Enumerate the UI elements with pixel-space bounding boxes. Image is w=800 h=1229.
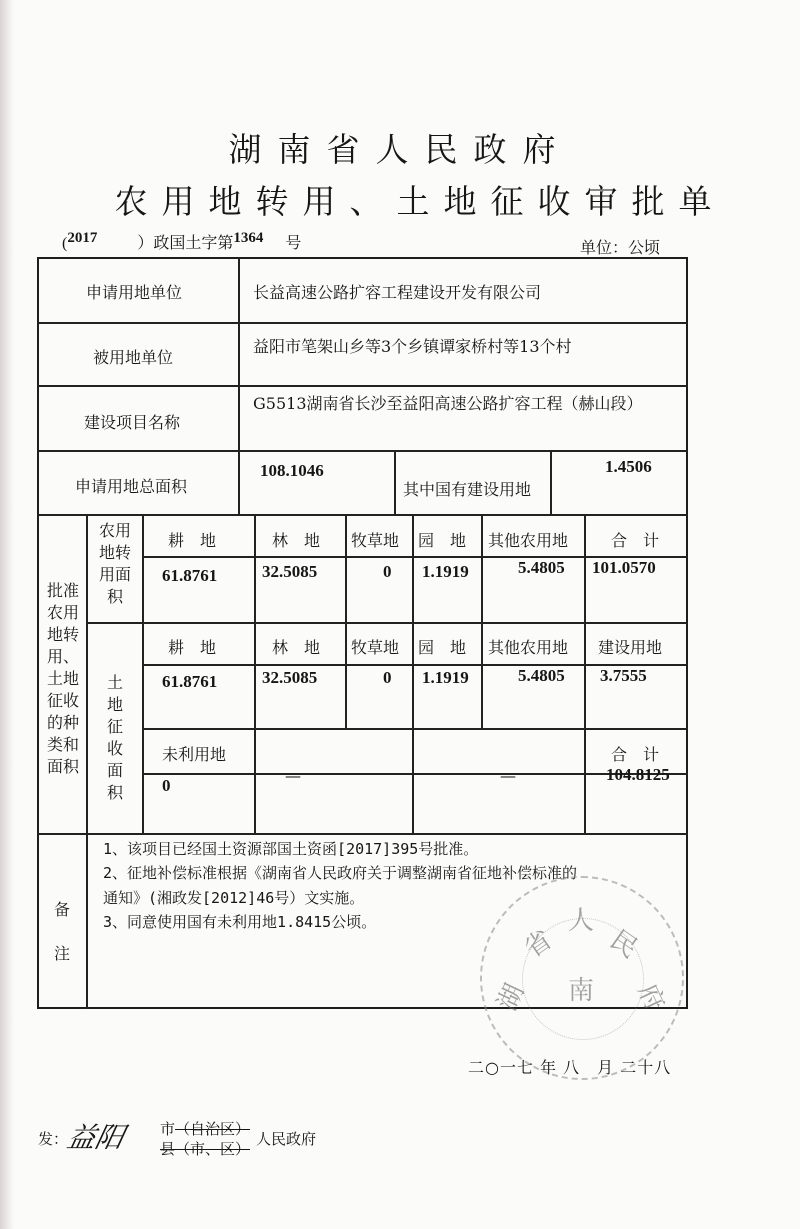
row-divider [37,514,688,516]
land-owner-value: 益阳市笔架山乡等3个乡镇谭家桥村等13个村 [253,337,572,356]
col-divider [142,514,144,833]
exp-value-garden: 1.1919 [422,668,469,687]
handwritten-signature: 益阳 [64,1121,128,1154]
struck-autonomous-region: （自治区） [175,1120,251,1138]
exp-total-label: 合 计 [611,745,660,764]
remark-line-3: 通知》(湘政发[2012]46号）文实施。 [103,889,365,907]
col-divider [394,450,396,514]
seal-char: 省 [519,924,558,965]
remark-line-2: 2、征地补偿标准根据《湖南省人民政府关于调整湖南省征地补偿标准的 [103,864,578,882]
exp-value-cultivated: 61.8761 [162,672,218,691]
row-divider [37,385,688,387]
document-number [62,230,301,253]
remark-line-4: 3、同意使用国有未利用地1.8415公顷。 [103,913,377,931]
conv-value-cultivated: 61.8761 [162,566,218,585]
unused-land-label: 未利用地 [162,745,227,764]
state-land-value: 1.4506 [605,457,652,476]
city-label: 市 [160,1120,176,1138]
conv-header-total: 合 计 [611,531,660,550]
col-divider [254,728,256,833]
col-divider [86,514,88,833]
doc-prefix: ）政国土字第 [137,235,234,252]
total-area-label: 申请用地总面积 [75,477,188,496]
official-seal [480,876,684,1080]
row-divider [37,450,688,452]
row-divider [142,728,688,730]
exp-total-value: 104.8125 [606,765,670,784]
exp-value-construction: 3.7555 [600,666,647,685]
col-divider [584,514,586,833]
col-divider [481,514,483,728]
document-title-issuer: 湖南省人民政府 [228,130,572,169]
conv-header-cultivated: 耕 地 [168,531,217,550]
exp-header-garden: 园 地 [418,638,467,657]
recipient-line-2 [160,1138,250,1159]
seal-char: 南 [568,976,595,1006]
exp-header-forest: 林 地 [272,638,321,657]
approval-category-label: 批准 农用 地转 用、 土地 征收 的种 类和 面积 [46,581,79,776]
conv-value-total: 101.0570 [592,558,656,577]
total-area-value: 108.1046 [260,461,324,480]
applicant-value: 长益高速公路扩容工程建设开发有限公司 [253,283,542,302]
conv-header-grassland: 牧草地 [351,531,400,550]
conv-value-garden: 1.1919 [422,562,469,581]
col-divider [550,450,552,514]
conv-value-other: 5.4805 [518,558,565,577]
doc-open-paren: ( [62,235,68,252]
issue-label: 发： [38,1130,69,1148]
conv-value-grassland: 0 [383,562,392,581]
project-value: G5513湖南省长沙至益阳高速公路扩容工程（赫山段） [253,394,643,413]
conv-header-garden: 园 地 [418,531,467,550]
approval-date: 二○一七 年 八 月 二十八 [468,1058,672,1077]
col-divider [254,514,256,728]
exp-header-other: 其他农用地 [488,638,569,657]
exp-header-cultivated: 耕 地 [168,638,217,657]
scan-edge-shadow [0,0,14,1229]
exp-header-grassland: 牧草地 [351,638,400,657]
exp-header-construction: 建设用地 [598,638,663,657]
row-divider [37,833,688,835]
seal-char: 府 [631,979,670,1016]
unused-dash-1: — [285,766,301,785]
conv-value-forest: 32.5085 [262,562,318,581]
land-owner-label: 被用地单位 [93,348,174,367]
recipient-government: 人民政府 [256,1130,317,1148]
doc-year: 2017 [67,230,98,246]
conv-header-forest: 林 地 [272,531,321,550]
state-land-label: 其中国有建设用地 [403,480,532,499]
doc-suffix: 号 [285,235,302,252]
seal-char: 人 [568,906,595,936]
exp-value-grassland: 0 [383,668,392,687]
struck-county: 县（市、区） [160,1140,251,1158]
col-divider [345,514,347,728]
seal-char: 湖 [492,979,531,1016]
project-label: 建设项目名称 [84,413,181,432]
col-divider [86,833,88,1009]
recipient-line-1 [160,1118,250,1139]
col-divider [412,514,414,833]
document-title: 农用地转用、土地征收审批单 [114,182,726,221]
exp-value-forest: 32.5085 [262,668,318,687]
conv-header-other: 其他农用地 [488,531,569,550]
remarks-label: 备 注 [53,900,70,963]
conversion-area-label: 农用 地转 用面 积 [98,521,131,606]
col-divider [238,257,240,514]
unused-dash-2: — [500,766,516,785]
exp-value-other: 5.4805 [518,666,565,685]
doc-number-value: 1364 [233,230,264,246]
row-divider [86,622,688,624]
remark-line-1: 1、该项目已经国土资源部国土资函[2017]395号批准。 [103,840,479,858]
seal-char: 民 [604,924,643,965]
unit-label: 单位：公顷 [580,238,661,257]
unused-land-value: 0 [162,776,171,795]
row-divider [37,322,688,324]
applicant-label: 申请用地单位 [86,283,183,302]
expropriation-area-label: 土 地 征 收 面 积 [106,673,123,802]
